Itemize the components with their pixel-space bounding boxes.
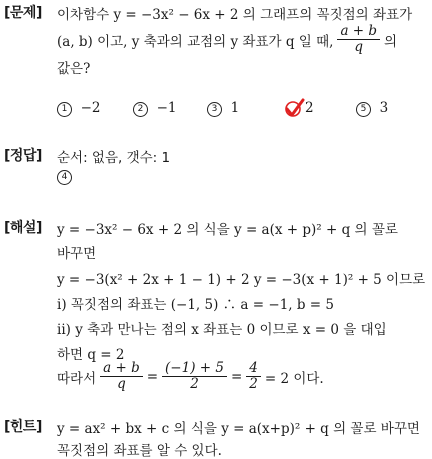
choice-5-text: 3 bbox=[379, 100, 389, 116]
explanation-line-2: 바꾸면 bbox=[57, 246, 97, 262]
problem-line-3: 값은? bbox=[57, 61, 91, 77]
choice-2-text: −1 bbox=[156, 100, 177, 116]
problem-fraction-denominator: q bbox=[354, 39, 364, 55]
explanation-conclusion-text: 따라서 bbox=[57, 370, 97, 387]
choice-3-text: 1 bbox=[230, 100, 240, 116]
answer-line-1: 순서: 없음, 갯수: 1 bbox=[57, 150, 171, 166]
choice-1-text: −2 bbox=[80, 100, 101, 116]
explanation-fraction-3-numerator: 4 bbox=[246, 361, 261, 377]
problem-line-2-end: 의 bbox=[384, 33, 398, 50]
hint-line-1: y = ax² + bx + c 의 식을 y = a(x+p)² + q 의 꼴로 바꾸면 bbox=[57, 421, 420, 437]
choice-4-text: 2 bbox=[305, 100, 314, 116]
explanation-line-7 bbox=[57, 361, 324, 392]
explanation-line-3: y = −3(x² + 2x + 1 − 1) + 2 y = −3(x + 1)² + 5 이므로 bbox=[57, 272, 426, 288]
explanation-line-4: i) 꼭짓점의 좌표는 (−1, 5) ∴ a = −1, b = 5 bbox=[57, 297, 334, 313]
choice-2[interactable] bbox=[133, 100, 177, 117]
choice-5-mark: 5 bbox=[356, 102, 371, 117]
check-mark-icon bbox=[283, 97, 305, 119]
problem-fraction bbox=[337, 24, 380, 55]
problem-fraction-numerator: a + b bbox=[337, 24, 380, 40]
explanation-fraction-2-numerator: (−1) + 5 bbox=[162, 361, 227, 377]
choice-1[interactable] bbox=[57, 100, 101, 117]
problem-line-2-text: (a, b) 이고, y 축과의 교점의 y 좌표가 q 일 때, bbox=[57, 33, 334, 50]
hint-label: [힌트] bbox=[4, 419, 42, 435]
equals-sign: = bbox=[146, 368, 159, 385]
explanation-fraction-1-denominator: q bbox=[117, 376, 126, 392]
explanation-fraction-3 bbox=[246, 361, 261, 392]
explanation-conclusion-end: = 2 이다. bbox=[264, 370, 324, 387]
explanation-fraction-2 bbox=[162, 361, 227, 392]
answer-line-2 bbox=[57, 168, 72, 185]
explanation-line-5: ii) y 축과 만나는 점의 x 좌표는 0 이므로 x = 0 을 대입 bbox=[57, 322, 387, 338]
explanation-line-1: y = −3x² − 6x + 2 의 식을 y = a(x + p)² + q 의 꼴로 bbox=[57, 222, 398, 238]
choice-2-mark: 2 bbox=[133, 102, 148, 117]
explanation-fraction-1-numerator: a + b bbox=[100, 361, 143, 377]
problem-line-2 bbox=[57, 24, 397, 55]
explanation-fraction-2-denominator: 2 bbox=[190, 376, 199, 392]
problem-line-1: 이차함수 y = −3x² − 6x + 2 의 그래프의 꼭짓점의 좌표가 bbox=[57, 7, 413, 23]
explanation-label: [해설] bbox=[4, 220, 42, 236]
answer-choice-mark: 4 bbox=[57, 170, 72, 185]
choice-3-mark: 3 bbox=[207, 102, 222, 117]
explanation-fraction-3-denominator: 2 bbox=[249, 376, 258, 392]
explanation-line-6: 하면 q = 2 bbox=[57, 347, 125, 363]
problem-label: [문제] bbox=[4, 5, 42, 21]
choice-5[interactable] bbox=[356, 100, 388, 117]
hint-line-2: 꼭짓점의 좌표를 알 수 있다. bbox=[57, 443, 222, 459]
equals-sign: = bbox=[230, 368, 243, 385]
answer-label: [정답] bbox=[4, 148, 42, 164]
choice-4[interactable] bbox=[305, 100, 314, 116]
explanation-fraction-1 bbox=[100, 361, 143, 392]
choice-3[interactable] bbox=[207, 100, 239, 117]
choice-1-mark: 1 bbox=[57, 102, 72, 117]
